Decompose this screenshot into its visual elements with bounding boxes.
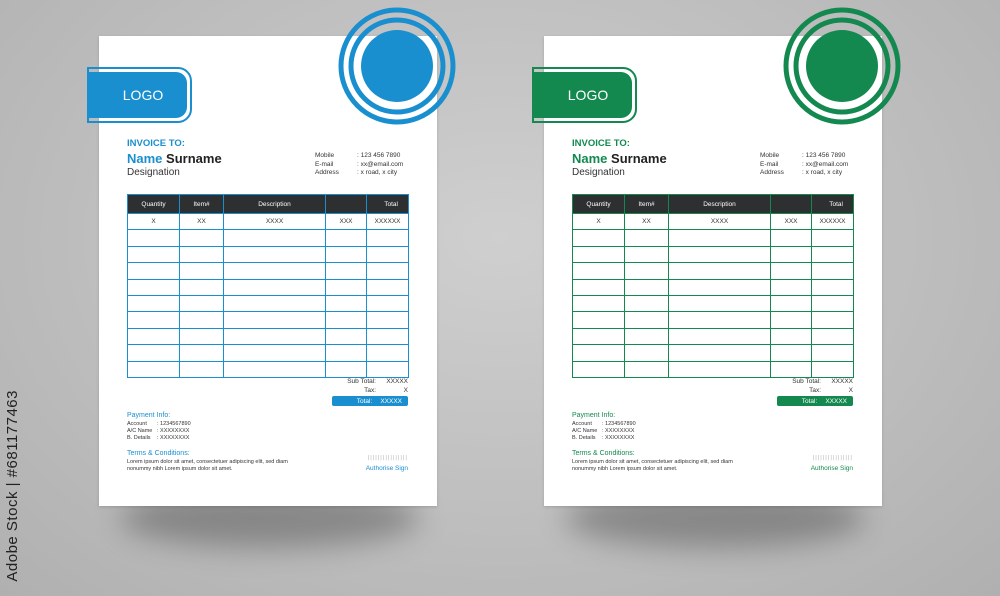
table-row bbox=[128, 263, 409, 279]
stock-watermark: Adobe Stock | #681177463 bbox=[4, 390, 21, 582]
contact-label: Mobile bbox=[760, 152, 780, 159]
contact-info bbox=[315, 152, 403, 178]
designation: Designation bbox=[572, 167, 625, 178]
contact-label: E-mail bbox=[315, 160, 334, 168]
table-row bbox=[573, 312, 854, 328]
contact-value: : x road, x city bbox=[802, 169, 843, 176]
cell: X bbox=[128, 214, 180, 230]
subtotal-value: XXXXX bbox=[831, 378, 853, 385]
table-header-row bbox=[573, 195, 854, 214]
items-table bbox=[127, 194, 409, 378]
header-description: Description bbox=[669, 195, 771, 214]
invoice-sheet-blue bbox=[99, 36, 437, 506]
name-last: Surname bbox=[611, 151, 667, 166]
authorise-sign: Authorise Sign bbox=[810, 465, 853, 472]
invoice-sheet-green bbox=[544, 36, 882, 506]
payment-info bbox=[127, 421, 191, 442]
logo-block bbox=[99, 67, 194, 125]
header-quantity: Quantity bbox=[128, 195, 180, 214]
contact-label: E-mail bbox=[760, 160, 779, 168]
payment-value: : 1234567890 bbox=[602, 421, 636, 427]
logo-block bbox=[544, 67, 639, 125]
table-row bbox=[573, 295, 854, 311]
signature-placeholder: |||||||||||||||| bbox=[812, 455, 853, 461]
header-item: Item# bbox=[180, 195, 224, 214]
terms-title: Terms & Conditions: bbox=[127, 450, 190, 457]
payment-value: : XXXXXXXX bbox=[157, 435, 190, 441]
terms-text: Lorem ipsum dolor sit amet, consectetuer adipiscing elit, sed diam nonummy nibh Lorem ipsum dolor sit amet. bbox=[572, 459, 733, 472]
table-row bbox=[128, 230, 409, 246]
cell: XXXXXX bbox=[367, 214, 409, 230]
table-row bbox=[128, 328, 409, 344]
total-value: XXXXX bbox=[825, 397, 847, 405]
table-row bbox=[573, 345, 854, 361]
header-total: Total bbox=[367, 195, 409, 214]
logo: LOGO bbox=[87, 72, 187, 118]
cell: XX bbox=[180, 214, 224, 230]
table-row bbox=[573, 214, 854, 230]
payment-label: Account bbox=[572, 421, 592, 427]
table-row bbox=[128, 345, 409, 361]
payment-info-title: Payment Info: bbox=[572, 412, 616, 419]
header-blank bbox=[771, 195, 812, 214]
totals-block bbox=[777, 378, 853, 406]
table-row bbox=[573, 279, 854, 295]
client-name bbox=[127, 151, 222, 166]
contact-value: : 123 456 7890 bbox=[802, 152, 846, 159]
table-row bbox=[128, 279, 409, 295]
payment-label: A/C Name bbox=[127, 428, 153, 434]
cell: XXX bbox=[771, 214, 812, 230]
tax-value: X bbox=[403, 387, 408, 394]
header-quantity: Quantity bbox=[573, 195, 625, 214]
total-label: Total: bbox=[801, 397, 818, 405]
payment-label: Account bbox=[127, 421, 147, 427]
totals-block bbox=[332, 378, 408, 406]
terms-text: Lorem ipsum dolor sit amet, consectetuer adipiscing elit, sed diam nonummy nibh Lorem ipsum dolor sit amet. bbox=[127, 459, 288, 472]
contact-value: : xx@email.com bbox=[802, 160, 849, 168]
payment-label: B. Details bbox=[127, 435, 151, 441]
table-row bbox=[128, 246, 409, 262]
total-bar bbox=[777, 396, 853, 406]
subtotal-label: Sub Total: bbox=[347, 378, 376, 385]
payment-value: : XXXXXXXX bbox=[157, 428, 190, 434]
circle-decoration bbox=[772, 36, 882, 126]
table-row bbox=[128, 214, 409, 230]
table-header-row bbox=[128, 195, 409, 214]
payment-value: : XXXXXXXX bbox=[602, 435, 635, 441]
tax-label: Tax: bbox=[364, 387, 376, 394]
cell: XXXX bbox=[669, 214, 771, 230]
terms-title: Terms & Conditions: bbox=[572, 450, 635, 457]
table-row bbox=[573, 361, 854, 377]
subtotal-value: XXXXX bbox=[386, 378, 408, 385]
cell: XXXXXX bbox=[812, 214, 854, 230]
client-name bbox=[572, 151, 667, 166]
header-item: Item# bbox=[625, 195, 669, 214]
cell: XX bbox=[625, 214, 669, 230]
contact-info bbox=[760, 152, 848, 178]
contact-value: : x road, x city bbox=[357, 169, 398, 176]
payment-info bbox=[572, 421, 636, 442]
table-row bbox=[128, 295, 409, 311]
subtotal-label: Sub Total: bbox=[792, 378, 821, 385]
authorise-sign: Authorise Sign bbox=[365, 465, 408, 472]
payment-value: : 1234567890 bbox=[157, 421, 191, 427]
header-total: Total bbox=[812, 195, 854, 214]
name-last: Surname bbox=[166, 151, 222, 166]
items-table bbox=[572, 194, 854, 378]
total-value: XXXXX bbox=[380, 397, 402, 405]
signature-placeholder: |||||||||||||||| bbox=[367, 455, 408, 461]
invoice-to-label: INVOICE TO: bbox=[572, 138, 630, 149]
header-description: Description bbox=[224, 195, 326, 214]
table-row bbox=[128, 361, 409, 377]
circle-decoration bbox=[327, 36, 437, 126]
payment-value: : XXXXXXXX bbox=[602, 428, 635, 434]
contact-value: : xx@email.com bbox=[357, 160, 404, 168]
cell: XXX bbox=[326, 214, 367, 230]
table-row bbox=[573, 328, 854, 344]
invoice-to-label: INVOICE TO: bbox=[127, 138, 185, 149]
payment-label: A/C Name bbox=[572, 428, 598, 434]
table-row bbox=[573, 230, 854, 246]
table-row bbox=[573, 246, 854, 262]
contact-label: Address bbox=[760, 169, 784, 176]
header-blank bbox=[326, 195, 367, 214]
total-label: Total: bbox=[356, 397, 373, 405]
payment-info-title: Payment Info: bbox=[127, 412, 171, 419]
name-first: Name bbox=[127, 151, 163, 166]
cell: XXXX bbox=[224, 214, 326, 230]
contact-label: Mobile bbox=[315, 152, 335, 159]
contact-label: Address bbox=[315, 169, 339, 176]
total-bar bbox=[332, 396, 408, 406]
contact-value: : 123 456 7890 bbox=[357, 152, 401, 159]
logo: LOGO bbox=[532, 72, 632, 118]
cell: X bbox=[573, 214, 625, 230]
payment-label: B. Details bbox=[572, 435, 596, 441]
table-row bbox=[128, 312, 409, 328]
name-first: Name bbox=[572, 151, 608, 166]
tax-label: Tax: bbox=[809, 387, 821, 394]
tax-value: X bbox=[848, 387, 853, 394]
table-row bbox=[573, 263, 854, 279]
designation: Designation bbox=[127, 167, 180, 178]
